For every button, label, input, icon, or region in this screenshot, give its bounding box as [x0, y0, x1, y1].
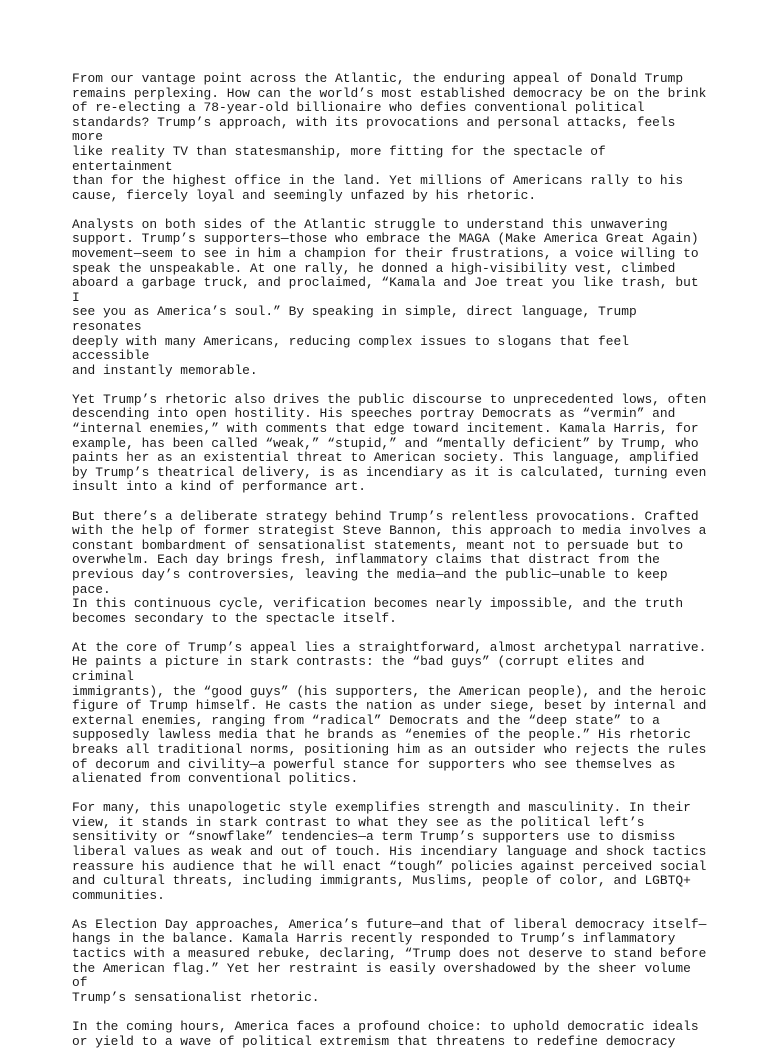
paragraph-2: Analysts on both sides of the Atlantic struggle to understand this unwavering support. Trump’s supporters—those who embrace the MAGA (Make America Great Again) movement—seem to see in him a champion for their frustrations, a voice willing to speak the unspeakable. At one rally, he donned a high-visibility vest, climbed aboard a garbage truck, and proclaimed, “Kamala and Joe treat you like trash, but I see you as America’s soul.” By speaking in simple, direct language, Trump resonates deeply with many Americans, reducing complex issues to slogans that feel accessible and instantly memorable. — [72, 216, 699, 378]
paragraph-5: At the core of Trump’s appeal lies a straightforward, almost archetypal narrative. He paints a picture in stark contrasts: the “bad guys” (corrupt elites and criminal immigrants), the “good guys” (his supporters, the American people), and the heroic figure of Trump himself. He casts the nation as under siege, beset by internal and external enemies, ranging from “radical” Democrats and the “deep state” to a supposedly lawless media that he brands as “enemies of the people.” His rhetoric breaks all traditional norms, positioning him as an outsider who rejects the rules of decorum and civility—a powerful stance for supporters who see themselves as alienated from conventional politics. — [72, 639, 707, 787]
paragraph-3: Yet Trump’s rhetoric also drives the public discourse to unprecedented lows, often descending into open hostility. His speeches portray Democrats as “vermin” and “internal enemies,” with comments that edge toward incitement. Kamala Harris, for example, has been called “weak,” “stupid,” and “mentally deficient” by Trump, who paints her as an existential threat to American society. This language, amplified by Trump’s theatrical delivery, is as incendiary as it is calculated, turning even insult into a kind of performance art. — [72, 391, 707, 495]
paragraph-4: But there’s a deliberate strategy behind Trump’s relentless provocations. Crafted with the help of former strategist Steve Bannon, this approach to media involves a constant bombardment of sensationalist statements, meant not to persuade but to overwhelm. Each day brings fresh, inflammatory claims that distract from the previous day’s controversies, leaving the media—and the public—unable to keep pace. In this continuous cycle, verification becomes nearly impossible, and the truth becomes secondary to the spectacle itself. — [72, 508, 707, 626]
paragraph-6: For many, this unapologetic style exemplifies strength and masculinity. In their view, it stands in stark contrast to what they see as the political left’s sensitivity or “snowflake” tendencies—a term Trump’s supporters use to dismiss liberal values as weak and out of touch. His incendiary language and shock tactics reassure his audience that he will enact “tough” policies against perceived social and cultural threats, including immigrants, Muslims, people of color, and LGBTQ+ communities. — [72, 800, 707, 903]
paragraph-1: From our vantage point across the Atlantic, the enduring appeal of Donald Trump remains perplexing. How can the world’s most established democracy be on the brink of re-electing a 78-year-old billionaire who defies conventional political standards? Trump’s approach, with its provocations and personal attacks, feels more like reality TV than statesmanship, more fitting for the spectacle of entertainment than for the highest office in the land. Yet millions of Americans rally to his cause, fiercely loyal and seemingly unfazed by his rhetoric. — [72, 71, 707, 203]
document-page — [72, 72, 712, 1064]
paragraph-8: In the coming hours, America faces a profound choice: to uphold democratic ideals or yield to a wave of political extremism that threatens to redefine democracy — [72, 1018, 699, 1049]
paragraph-7: As Election Day approaches, America’s future—and that of liberal democracy itself— hangs in the balance. Kamala Harris recently responded to Trump’s inflammatory tactics with a measured rebuke, declaring, “Trump does not deserve to stand before the American flag.” Yet her restraint is easily overshadowed by the sheer volume of Trump’s sensationalist rhetoric. — [72, 916, 707, 1005]
